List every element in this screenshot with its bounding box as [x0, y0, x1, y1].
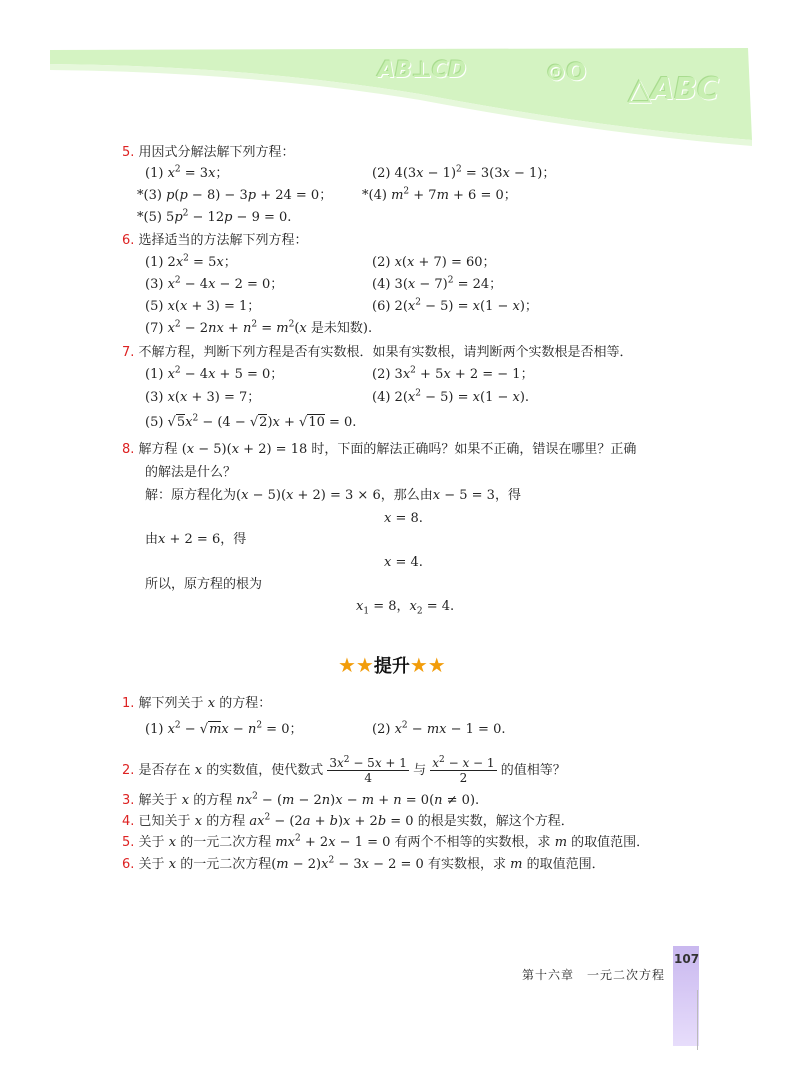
advanced-problem-2-stem: 2. 是否存在 x 的实数值，使代数式 $\frac{3x^2 - 5x + 1}{4}$ 与 $\frac{x^2 - x - 1}{2}$ 的值相等？ [122, 755, 566, 785]
problem-6-item-6: (6) $2(x^2 - 5) = x(1 - x)$； [372, 297, 538, 314]
advanced-problem-1-item-2: (2) $x^2$ − mx − 1 = 0. [372, 720, 506, 737]
page-number: 107 [674, 952, 700, 966]
star-icon: ★★ [409, 653, 446, 677]
problem-8-conclusion: 所以，原方程的根为 [145, 577, 263, 592]
problem-6-item-3: (3) $x^2 - 4x - 2 = 0$； [145, 275, 284, 292]
problem-8-stem-line-2: 的解法是什么？ [145, 465, 237, 480]
problem-6-item-2: (2) x(x + 7) = 60； [372, 255, 496, 270]
problem-8-solution-step-1: 解：原方程化为(x − 5)(x + 2) = 3 × 6，那么由x − 5 = 3，得 [145, 488, 521, 503]
section-title: ★★提升★★ [338, 653, 446, 677]
chapter-footer: 第十六章 一元二次方程 [522, 968, 666, 982]
problem-number: 6. [122, 233, 135, 248]
problem-5-item-5: *(5) $5p^2 - 12p - 9 = 0$. [137, 208, 292, 225]
banner-circle-label: ⊙O [546, 58, 587, 86]
problem-number: 5. [122, 835, 135, 850]
problem-8-solution-step-2: 由x + 2 = 6，得 [145, 532, 247, 547]
problem-6-item-5: (5) x(x + 3) = 1； [145, 299, 261, 314]
advanced-problem-4-stem: 4. 已知关于 x 的方程 $ax^2 - (2a + b)x + 2b = 0$ 的根是实数，解这个方程． [122, 812, 574, 829]
problem-7-item-1: (1) $x^2 - 4x + 5 = 0$； [145, 365, 284, 382]
advanced-problem-1-stem: 1. 解下列关于 x 的方程： [122, 696, 272, 711]
problem-number: 5. [122, 145, 135, 160]
banner-triangle-label: △ABC [628, 72, 720, 107]
fraction-1: $\frac{3x^2 - 5x + 1}{4}$ [329, 755, 407, 785]
problem-7-item-4: (4) $2(x^2 - 5) = x(1 - x)$. [372, 388, 530, 405]
star-icon: ★★ [338, 653, 374, 677]
problem-8-roots: $x_1 = 8$，$x_2 = 4$. [356, 599, 455, 617]
advanced-problem-3-stem: 3. 解关于 x 的方程 $nx^2 - (m - 2n)x - m + n = 0(n \ne 0)$. [122, 791, 480, 808]
problem-number: 3. [122, 793, 135, 808]
problem-6-item-1: (1) $2x^2 = 5x$； [145, 253, 237, 270]
fraction-2: $\frac{x^2 - x - 1}{2}$ [432, 755, 495, 785]
problem-7-stem: 7. 不解方程，判断下列方程是否有实数根．如果有实数根，请判断两个实数根是否相等． [122, 345, 633, 360]
problem-7-item-2: (2) $3x^2 + 5x + 2$ = − 1； [372, 365, 534, 382]
problem-number: 6. [122, 857, 135, 872]
problem-5-stem: 5. 用因式分解法解下列方程： [122, 145, 295, 160]
problem-8-stem: 8. 解方程 (x − 5)(x + 2) = 18 时，下面的解法正确吗？如果不正确，错误在哪里？正确 [122, 442, 637, 457]
problem-5-item-2: (2) $4(3x - 1)^2 = 3(3x - 1)$； [372, 164, 556, 181]
problem-6-item-4: (4) $3(x - 7)^2 = 24$； [372, 275, 503, 292]
advanced-problem-6-stem: 6. 关于 x 的一元二次方程$(m - 2)x^2 - 3x - 2 = 0$ 有实数根，求 m 的取值范围． [122, 855, 605, 872]
problem-number: 1. [122, 696, 135, 711]
problem-number: 2. [122, 763, 135, 778]
problem-5-item-4: *(4) $m^2 + 7m + 6 = 0$； [362, 186, 517, 203]
problem-number: 8. [122, 442, 135, 457]
advanced-problem-5-stem: 5. 关于 x 的一元二次方程 $mx^2 + 2x - 1 = 0$ 有两个不相等的实数根，求 m 的取值范围． [122, 833, 650, 850]
banner-perpendicular-label: AB⊥CD [378, 58, 467, 83]
advanced-problem-1-item-1: (1) $x^2 - √mx - n^2 = 0$； [145, 720, 303, 737]
problem-7-item-5: (5) $√5x^2 - (4 - √2)x + √10 = 0$. [145, 413, 357, 430]
problem-8-result-1: x = 8. [384, 511, 423, 526]
problem-number: 7. [122, 345, 135, 360]
problem-5-item-3: *(3) p(p − 8) − 3p + 24 = 0； [137, 188, 333, 203]
problem-6-item-7: (7) $x^2 - 2nx + n^2 = m^2(x$ 是未知数). [145, 319, 373, 336]
problem-6-stem: 6. 选择适当的方法解下列方程： [122, 233, 308, 248]
problem-5-item-1: (1) $x^2 = 3x$； [145, 164, 229, 181]
page-divider [697, 990, 698, 1050]
problem-7-item-3: (3) x(x + 3) = 7； [145, 390, 261, 405]
problem-number: 4. [122, 814, 135, 829]
problem-8-result-2: x = 4. [384, 555, 423, 570]
